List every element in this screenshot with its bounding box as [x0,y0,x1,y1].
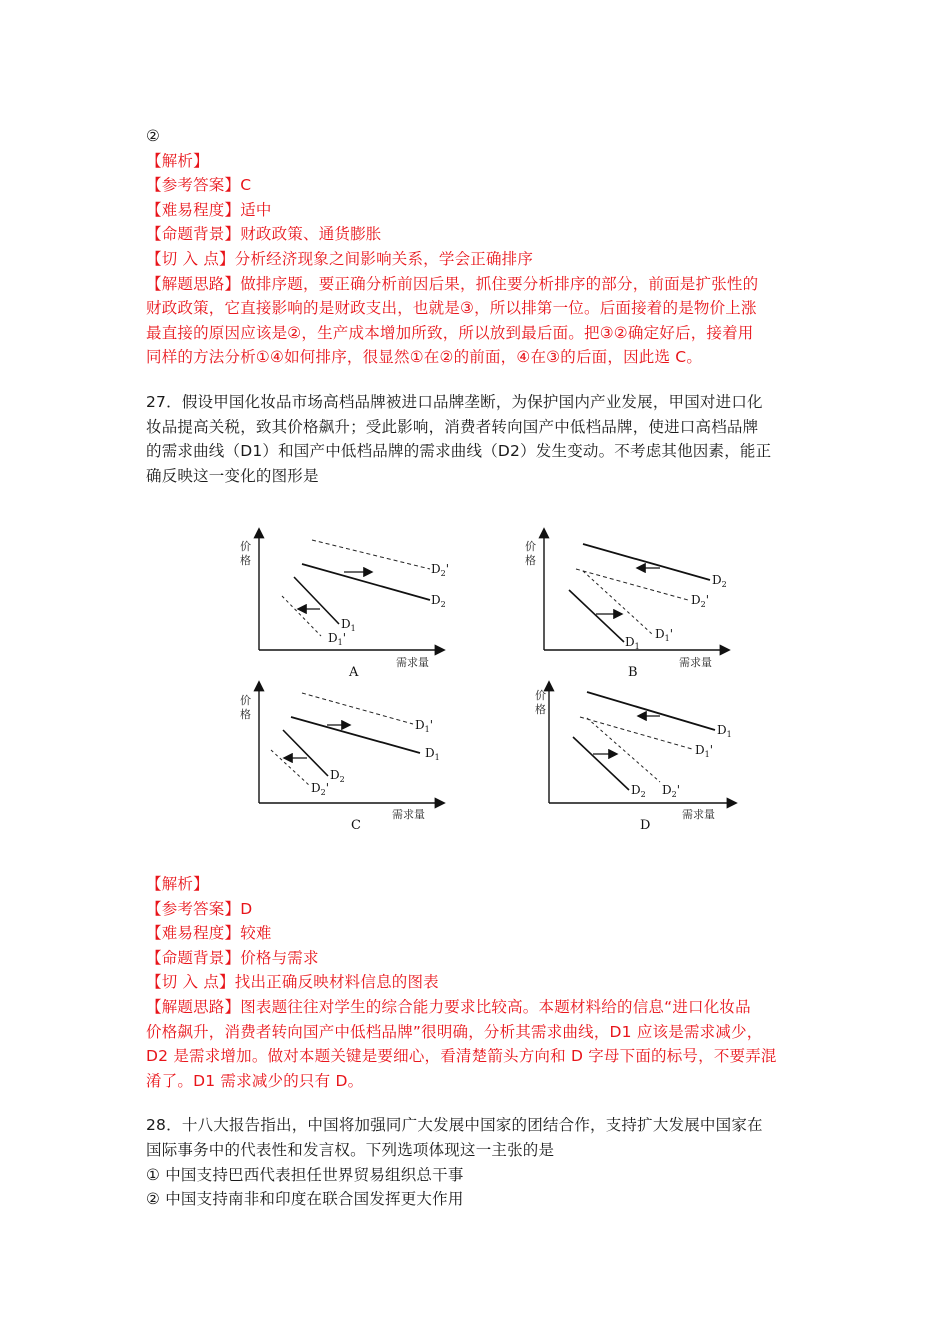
svg-text:D2': $D_2'$ [691,593,710,609]
x-axis-label: 需求量 [396,656,429,669]
answer-label: 【参考答案】 [146,176,241,195]
question-background [146,222,816,247]
svg-text:D2': $D_2'$ [431,562,450,578]
difficulty [146,921,816,946]
approach-line-1 [146,272,816,297]
q28-option-2: ② 中国支持南非和印度在联合国发挥更大作用 [146,1190,464,1209]
svg-text:需求量: 需求量 [679,656,712,669]
svg-text:D1': $D_1'$ [328,631,347,647]
prev-option-2: ② [146,127,161,145]
panel-b-graph [513,518,763,678]
approach-line-4: 淆了。D1 需求减少的只有 D。 [146,1071,364,1090]
q27-line-3: 的需求曲线（D1）和国产中低档品牌的需求曲线（D2）发生变动。不考虑其他因素，能正 [146,442,772,461]
svg-text:D2: $D_2$ [631,783,646,799]
panel-c [228,675,478,835]
reference-answer [146,173,816,198]
panel-d-graph [515,675,765,835]
background-value: 财政政策、通货膨胀 [240,225,382,244]
panel-a [228,518,478,678]
question-background [146,946,816,971]
demand-curve-figure [228,518,768,838]
entry-point [146,970,816,995]
background-value: 价格与需求 [240,948,319,967]
background-label: 【命题背景】 [146,948,241,967]
svg-text:价: 价 [525,540,536,553]
answer-label: 【参考答案】 [146,899,241,918]
entry-label: 【切 入 点】 [146,249,235,268]
y-axis-label-2: 格 [240,554,251,567]
entry-value: 分析经济现象之间影响关系，学会正确排序 [234,249,534,268]
difficulty-value: 适中 [240,200,272,219]
q27-line-4: 确反映这一变化的图形是 [146,466,319,485]
approach-line-3: 最直接的原因应该是②，生产成本增加所致，所以放到最后面。把③②确定好后，接着用 [146,323,754,342]
svg-text:D1: $D_1$ [717,723,732,739]
svg-text:需求量: 需求量 [392,808,425,821]
svg-text:D1': $D_1'$ [695,743,714,759]
approach-line-3: D2 是需求增加。做对本题关键是要细心，看清楚箭头方向和 D 字母下面的标号，不要弄混 [146,1047,777,1066]
svg-text:D1: $D_1$ [341,617,356,633]
q27-analysis-block [146,872,816,1212]
question-28 [146,1113,816,1211]
entry-value: 找出正确反映材料信息的图表 [234,973,439,992]
approach-label: 【解题思路】 [146,274,241,293]
svg-text:D2: $D_2$ [330,768,345,784]
reference-answer [146,897,816,922]
q28-line-2: 国际事务中的代表性和发言权。下列选项体现这一主张的是 [146,1140,555,1159]
approach-line-2: 财政政策，它直接影响的是财政支出，也就是③，所以排第一位。后面接着的是物价上涨 [146,299,757,318]
answer-value: C [240,176,252,195]
approach-line-1 [146,995,816,1020]
svg-text:价: 价 [240,694,251,707]
approach-line-4: 同样的方法分析①④如何排序，很显然①在②的前面，④在③的后面，因此选 C。 [146,348,703,367]
svg-text:D1: $D_1$ [425,746,440,762]
svg-text:D2': $D_2'$ [662,783,681,799]
difficulty-value: 较难 [240,924,272,943]
analysis-header: 【解析】 [146,151,209,170]
approach-text: 做排序题，要正确分析前因后果，抓住要分析排序的部分，前面是扩张性的 [240,274,759,293]
svg-text:D1': $D_1'$ [415,718,434,734]
svg-text:D1': $D_1'$ [655,627,674,643]
q28-option-1: ① 中国支持巴西代表担任世界贸易组织总干事 [146,1165,464,1184]
panel-b [513,518,763,678]
answer-value: D [240,899,253,918]
q28-line-1: 28．十八大报告指出，中国将加强同广大发展中国家的团结合作，支持扩大发展中国家在 [146,1116,763,1135]
panel-d [515,675,765,835]
panel-c-letter: C [351,818,361,833]
entry-point [146,247,816,272]
q27-line-2: 妆品提高关税，致其价格飙升；受此影响，消费者转向国产中低档品牌，使进口高档品牌 [146,417,759,436]
question-27 [146,390,816,488]
approach-text: 图表题往往对学生的综合能力要求比较高。本题材料给的信息“进口化妆品 [240,997,751,1016]
panel-a-graph [228,518,478,678]
svg-text:D1: $D_1$ [625,635,640,651]
panel-a-letter: A [349,665,359,680]
y-axis-label-1: 价 [240,540,251,553]
q27-line-1: 27．假设甲国化妆品市场高档品牌被进口品牌垄断，为保护国内产业发展，甲国对进口化 [146,392,763,411]
svg-text:D2': $D_2'$ [311,781,330,797]
background-label: 【命题背景】 [146,225,241,244]
panel-d-letter: D [640,818,651,833]
svg-text:需求量: 需求量 [682,808,715,821]
approach-line-2: 价格飙升，消费者转向国产中低档品牌”很明确，分析其需求曲线，D1 应该是需求减少， [146,1022,763,1041]
svg-text:格: 格 [535,703,546,716]
difficulty-label: 【难易程度】 [146,924,241,943]
svg-text:价: 价 [535,689,546,702]
analysis-header: 【解析】 [146,875,209,893]
svg-text:D2: $D_2$ [431,593,446,609]
prev-analysis-block [146,149,816,370]
difficulty [146,198,816,223]
panel-c-graph [228,675,478,835]
approach-label: 【解题思路】 [146,997,241,1016]
panel-b-letter: B [628,665,638,680]
document-page [146,124,816,488]
entry-label: 【切 入 点】 [146,973,235,992]
difficulty-label: 【难易程度】 [146,200,241,219]
svg-text:格: 格 [240,708,251,721]
svg-text:格: 格 [525,554,536,567]
svg-text:D2: $D_2$ [712,573,727,589]
